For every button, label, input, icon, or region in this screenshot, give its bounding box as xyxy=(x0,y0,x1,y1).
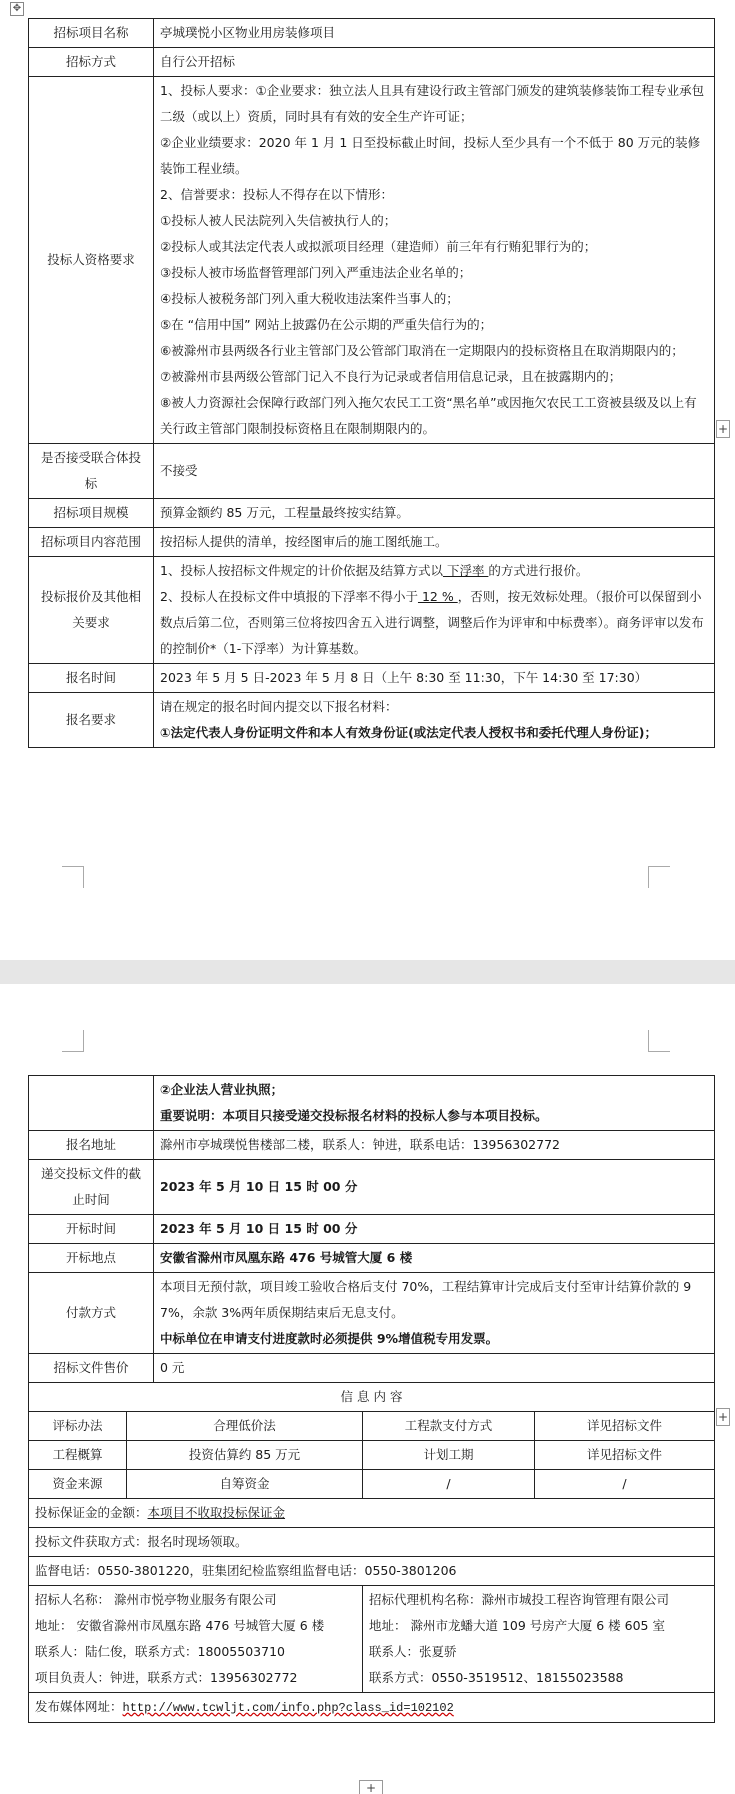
page-gap xyxy=(0,960,735,984)
qual-line: ⑥被滁州市县两级各行业主管部门及公管部门取消在一定期限内的投标资格且在取消期限内的； xyxy=(160,343,684,358)
reg-req-value xyxy=(154,693,715,748)
quote-line-1-text: 1、投标人按招标文件规定的计价依据及结算方式以 xyxy=(160,563,443,578)
quote-requirements xyxy=(154,557,715,664)
page-corner-mark xyxy=(648,866,670,888)
reg-req-label: 报名要求 xyxy=(29,693,154,748)
continued-label-cell xyxy=(29,1076,154,1131)
grid-cell: 计划工期 xyxy=(363,1441,535,1470)
tenderer-line: 项目负责人：钟进，联系方式：13956302772 xyxy=(35,1670,298,1685)
qual-line: ⑦被滁州市县两级公管部门记入不良行为记录或者信用信息记录，且在披露期内的； xyxy=(160,369,622,384)
reg-address-value: 滁州市亭城璞悦售楼部二楼，联系人：钟进，联系电话：13956302772 xyxy=(154,1131,715,1160)
open-time-value: 2023 年 5 月 10 日 15 时 00 分 xyxy=(154,1215,715,1244)
info-header: 信 息 内 容 xyxy=(29,1383,715,1412)
scope-value: 按招标人提供的清单，按经图审后的施工图纸施工。 xyxy=(154,528,715,557)
quote-line-2-tail: ，否则，按无效标处理。（报价可以保留到小数点后第二位，否则第三位将按四舍五入进行调整，调整后作为评审和中标费率）。商务评审以发布的控制价*（1-下浮率）为计算基数。 xyxy=(160,589,704,656)
deposit-label: 投标保证金的金额： xyxy=(35,1505,148,1520)
qual-line: ①投标人被人民法院列入失信被执行人的； xyxy=(160,213,397,228)
tenderer-info xyxy=(29,1586,363,1693)
reg-req-line-bold: ①法定代表人身份证明文件和本人有效身份证(或法定代表人授权书和委托代理人身份证)； xyxy=(160,725,658,740)
grid-cell: 详见招标文件 xyxy=(535,1412,715,1441)
page-corner-mark xyxy=(62,1030,84,1052)
bid-info-table-2 xyxy=(28,1075,715,1723)
scale-label: 招标项目规模 xyxy=(29,499,154,528)
doc-price-label: 招标文件售价 xyxy=(29,1354,154,1383)
qual-line: ⑧被人力资源社会保障行政部门列入拖欠农民工工资“黑名单”或因拖欠农民工工资被县级及以上有关行政主管部门限制投标资格且在限制期限内的。 xyxy=(160,395,697,436)
agent-line: 联系人：张夏骄 xyxy=(369,1644,457,1659)
obtain-method: 投标文件获取方式：报名时现场领取。 xyxy=(29,1528,715,1557)
agent-info xyxy=(363,1586,715,1693)
joint-bid-value: 不接受 xyxy=(154,444,715,499)
grid-cell: 投资估算约 85 万元 xyxy=(127,1441,363,1470)
agent-line: 招标代理机构名称：滁州市城投工程咨询管理有限公司 xyxy=(369,1592,670,1607)
deadline-label: 递交投标文件的截止时间 xyxy=(29,1160,154,1215)
quote-line-2-text: 2、投标人在投标文件中填报的下浮率不得小于 xyxy=(160,589,418,604)
project-name-label: 招标项目名称 xyxy=(29,19,154,48)
method-label: 招标方式 xyxy=(29,48,154,77)
quote-method-underlined: 下浮率 xyxy=(442,563,489,578)
qual-line: ⑤在 “信用中国” 网站上披露仍在公示期的严重失信行为的； xyxy=(160,317,493,332)
grid-cell: 工程概算 xyxy=(29,1441,127,1470)
continued-requirements xyxy=(154,1076,715,1131)
qualification-requirements xyxy=(154,77,715,444)
qual-line: ②企业业绩要求：2020 年 1 月 1 日至投标截止时间，投标人至少具有一个不低于 80 万元的装修装饰工程业绩。 xyxy=(160,135,701,176)
grid-cell: 自筹资金 xyxy=(127,1470,363,1499)
project-name-value: 亭城璞悦小区物业用房装修项目 xyxy=(154,19,715,48)
joint-bid-label: 是否接受联合体投标 xyxy=(29,444,154,499)
grid-cell: / xyxy=(535,1470,715,1499)
qual-line: 1、投标人要求：①企业要求：独立法人且具有建设行政主管部门颁发的建筑装修装饰工程专业承包二级（或以上）资质，同时具有有效的安全生产许可证； xyxy=(160,83,705,124)
quote-label: 投标报价及其他相关要求 xyxy=(29,557,154,664)
grid-cell: 工程款支付方式 xyxy=(363,1412,535,1441)
tenderer-line: 地址： 安徽省滁州市凤凰东路 476 号城管大厦 6 楼 xyxy=(35,1618,325,1633)
media-url-link[interactable]: http://www.tcwljt.com/info.php?class_id=102102 xyxy=(122,1701,454,1715)
deposit-row xyxy=(29,1499,715,1528)
reg-time-label: 报名时间 xyxy=(29,664,154,693)
invoice-requirement: 中标单位在申请支付进度款时必须提供 9%增值税专用发票。 xyxy=(160,1331,499,1346)
method-value: 自行公开招标 xyxy=(154,48,715,77)
open-time-label: 开标时间 xyxy=(29,1215,154,1244)
add-row-plus-icon[interactable]: + xyxy=(717,1410,729,1424)
reg-address-label: 报名地址 xyxy=(29,1131,154,1160)
scope-label: 招标项目内容范围 xyxy=(29,528,154,557)
bid-info-table-1 xyxy=(28,18,715,748)
qual-line: ②投标人或其法定代表人或拟派项目经理（建造师）前三年有行贿犯罪行为的； xyxy=(160,239,597,254)
add-row-plus-icon[interactable]: + xyxy=(717,422,729,436)
page-corner-mark xyxy=(62,866,84,888)
deadline-value: 2023 年 5 月 10 日 15 时 00 分 xyxy=(154,1160,715,1215)
tenderer-line: 联系人：陆仁俊，联系方式：18005503710 xyxy=(35,1644,285,1659)
payment-value xyxy=(154,1273,715,1354)
media-row xyxy=(29,1693,715,1723)
supervision-phone: 监督电话：0550-3801220，驻集团纪检监察组监督电话：0550-3801206 xyxy=(29,1557,715,1586)
grid-cell: 评标办法 xyxy=(29,1412,127,1441)
important-note-line: 重要说明：本项目只接受递交投标报名材料的投标人参与本项目投标。 xyxy=(160,1108,548,1123)
open-place-value: 安徽省滁州市凤凰东路 476 号城管大厦 6 楼 xyxy=(154,1244,715,1273)
deposit-value: 本项目不收取投标保证金 xyxy=(147,1505,286,1520)
add-row-bottom-plus-icon[interactable]: + xyxy=(359,1780,383,1794)
reg-time-value: 2023 年 5 月 5 日-2023 年 5 月 8 日（上午 8:30 至 11:30，下午 14:30 至 17:30） xyxy=(154,664,715,693)
agent-line: 地址： 滁州市龙蟠大道 109 号房产大厦 6 楼 605 室 xyxy=(369,1618,665,1633)
reg-req-line: 请在规定的报名时间内提交以下报名材料： xyxy=(160,699,398,714)
qual-line: 2、信誉要求：投标人不得存在以下情形： xyxy=(160,187,393,202)
business-license-line: ②企业法人营业执照； xyxy=(160,1082,284,1097)
grid-cell: / xyxy=(363,1470,535,1499)
payment-label: 付款方式 xyxy=(29,1273,154,1354)
doc-price-value: 0 元 xyxy=(154,1354,715,1383)
min-discount-underlined: 12 % xyxy=(417,589,458,604)
open-place-label: 开标地点 xyxy=(29,1244,154,1273)
quote-line-1 xyxy=(160,558,708,584)
table-move-handle-icon[interactable]: ✥ xyxy=(10,2,24,16)
grid-cell: 详见招标文件 xyxy=(535,1441,715,1470)
grid-cell: 合理低价法 xyxy=(127,1412,363,1441)
qual-line: ④投标人被税务部门列入重大税收违法案件当事人的； xyxy=(160,291,459,306)
quote-line-2 xyxy=(160,584,708,662)
qualification-label: 投标人资格要求 xyxy=(29,77,154,444)
page-corner-mark xyxy=(648,1030,670,1052)
scale-value: 预算金额约 85 万元，工程量最终按实结算。 xyxy=(154,499,715,528)
tenderer-line: 招标人名称： 滁州市悦亭物业服务有限公司 xyxy=(35,1592,277,1607)
quote-line-1-tail: 的方式进行报价。 xyxy=(488,563,589,578)
qual-line: ③投标人被市场监督管理部门列入严重违法企业名单的； xyxy=(160,265,472,280)
agent-line: 联系方式：0550-3519512、18155023588 xyxy=(369,1670,624,1685)
media-label: 发布媒体网址： xyxy=(35,1699,123,1714)
grid-cell: 资金来源 xyxy=(29,1470,127,1499)
payment-terms: 本项目无预付款，项目竣工验收合格后支付 70%，工程结算审计完成后支付至审计结算价款的 97%，余款 3%两年质保期结束后无息支付。 xyxy=(160,1279,692,1320)
